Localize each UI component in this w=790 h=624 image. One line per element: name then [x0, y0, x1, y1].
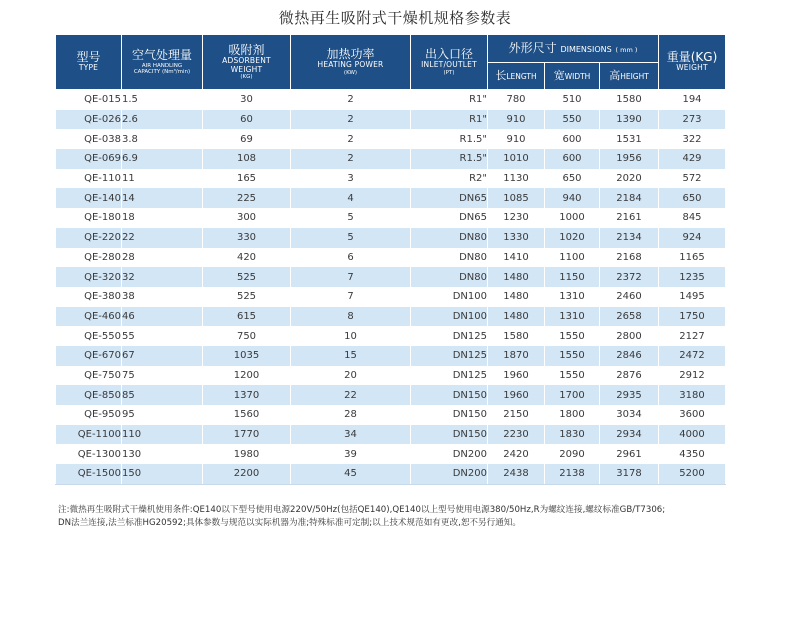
- table-cell: QE-140: [56, 188, 122, 208]
- table-cell: 1130: [488, 169, 545, 189]
- table-cell: 2472: [659, 346, 726, 366]
- table-cell: 2658: [600, 307, 659, 327]
- table-row: [56, 208, 726, 228]
- table-cell: 20: [291, 366, 411, 386]
- table-cell: 2934: [600, 425, 659, 445]
- table-row: [56, 129, 726, 149]
- header-length: 长LENGTH: [488, 63, 545, 90]
- footnote-line-2: DN法兰连接,法兰标准HG20592;具体参数与规范以实际机器为准;特殊标准可定制;以上技术规范如有更改,恕不另行通知。: [58, 518, 521, 528]
- table-cell: 525: [203, 267, 291, 287]
- table-cell: 420: [203, 248, 291, 268]
- table-cell: 1035: [203, 346, 291, 366]
- table-cell: 2134: [600, 228, 659, 248]
- page-title: 微热再生吸附式干燥机规格参数表: [278, 9, 512, 27]
- table-row: [56, 444, 726, 464]
- table-cell: 1310: [545, 287, 600, 307]
- table-cell: QE-320: [56, 267, 122, 287]
- table-cell: 67: [122, 346, 203, 366]
- table-cell: 1480: [488, 307, 545, 327]
- table-cell: 75: [122, 366, 203, 386]
- table-cell: 2230: [488, 425, 545, 445]
- table-row: [56, 267, 726, 287]
- table-cell: DN80: [411, 248, 488, 268]
- table-cell: 1870: [488, 346, 545, 366]
- table-cell: 46: [122, 307, 203, 327]
- table-cell: DN100: [411, 307, 488, 327]
- table-cell: DN65: [411, 208, 488, 228]
- header-model: 型号 TYPE: [56, 35, 122, 90]
- table-cell: 150: [122, 464, 203, 484]
- table-cell: 2912: [659, 366, 726, 386]
- table-cell: 1085: [488, 188, 545, 208]
- table-cell: 940: [545, 188, 600, 208]
- table-cell: 2935: [600, 385, 659, 405]
- table-cell: 5200: [659, 464, 726, 484]
- table-cell: 1330: [488, 228, 545, 248]
- table-cell: 1100: [545, 248, 600, 268]
- table-cell: 750: [203, 326, 291, 346]
- table-row: [56, 346, 726, 366]
- table-cell: 34: [291, 425, 411, 445]
- table-cell: 1550: [545, 326, 600, 346]
- table-cell: 14: [122, 188, 203, 208]
- table-row: [56, 287, 726, 307]
- table-cell: DN150: [411, 425, 488, 445]
- table-cell: 108: [203, 149, 291, 169]
- table-cell: 510: [545, 90, 600, 110]
- table-cell: QE-180: [56, 208, 122, 228]
- table-cell: 15: [291, 346, 411, 366]
- table-row: [56, 110, 726, 130]
- table-row: [56, 405, 726, 425]
- table-row: [56, 169, 726, 189]
- table-cell: 2138: [545, 464, 600, 484]
- table-cell: DN80: [411, 228, 488, 248]
- table-cell: 2420: [488, 444, 545, 464]
- table-cell: QE-220: [56, 228, 122, 248]
- table-cell: QE-750: [56, 366, 122, 386]
- table-cell: 4350: [659, 444, 726, 464]
- table-cell: R1.5": [411, 129, 488, 149]
- table-cell: 85: [122, 385, 203, 405]
- table-cell: 3034: [600, 405, 659, 425]
- table-cell: 2: [291, 149, 411, 169]
- table-cell: QE-069: [56, 149, 122, 169]
- table-cell: QE-380: [56, 287, 122, 307]
- table-cell: 22: [122, 228, 203, 248]
- table-cell: 1830: [545, 425, 600, 445]
- table-cell: 300: [203, 208, 291, 228]
- table-cell: 2800: [600, 326, 659, 346]
- table-cell: 30: [203, 90, 291, 110]
- header-height: 高HEIGHT: [600, 63, 659, 90]
- table-cell: 1410: [488, 248, 545, 268]
- footnote-line-1: 注:微热再生吸附式干燥机使用条件:QE140以下型号使用电源220V/50Hz(包括QE140),QE140以上型号使用电源380/50Hz,R为螺纹连接,螺纹标准GB/T7306;: [58, 505, 666, 515]
- table-cell: 1531: [600, 129, 659, 149]
- table-row: [56, 90, 726, 110]
- table-cell: QE-1100: [56, 425, 122, 445]
- table-cell: 2876: [600, 366, 659, 386]
- footnote: [58, 504, 758, 530]
- table-cell: 1390: [600, 110, 659, 130]
- table-cell: QE-850: [56, 385, 122, 405]
- table-cell: 2: [291, 110, 411, 130]
- table-cell: DN125: [411, 366, 488, 386]
- table-cell: DN80: [411, 267, 488, 287]
- table-cell: 1750: [659, 307, 726, 327]
- table-cell: DN100: [411, 287, 488, 307]
- table-cell: 1956: [600, 149, 659, 169]
- table-cell: 1550: [545, 366, 600, 386]
- header-adsorbent: 吸附剂 ADSORBENT WEIGHT (KG): [203, 35, 291, 90]
- table-cell: QE-015: [56, 90, 122, 110]
- table-cell: 1580: [488, 326, 545, 346]
- table-cell: 3: [291, 169, 411, 189]
- table-cell: 1150: [545, 267, 600, 287]
- table-cell: 110: [122, 425, 203, 445]
- table-cell: DN200: [411, 464, 488, 484]
- spec-table: [55, 34, 726, 485]
- table-cell: 2.6: [122, 110, 203, 130]
- table-row: [56, 464, 726, 484]
- table-cell: 1370: [203, 385, 291, 405]
- table-cell: DN65: [411, 188, 488, 208]
- table-row: [56, 326, 726, 346]
- table-cell: 1480: [488, 287, 545, 307]
- table-cell: DN150: [411, 405, 488, 425]
- table-cell: DN125: [411, 346, 488, 366]
- table-cell: QE-1500: [56, 464, 122, 484]
- table-row: [56, 385, 726, 405]
- table-cell: 2090: [545, 444, 600, 464]
- table-cell: 3178: [600, 464, 659, 484]
- table-cell: R2": [411, 169, 488, 189]
- table-cell: 95: [122, 405, 203, 425]
- table-cell: 525: [203, 287, 291, 307]
- table-cell: QE-280: [56, 248, 122, 268]
- table-cell: 600: [545, 129, 600, 149]
- table-cell: 322: [659, 129, 726, 149]
- table-cell: 225: [203, 188, 291, 208]
- table-cell: QE-550: [56, 326, 122, 346]
- table-cell: 2168: [600, 248, 659, 268]
- table-cell: 38: [122, 287, 203, 307]
- table-cell: 194: [659, 90, 726, 110]
- table-cell: 2438: [488, 464, 545, 484]
- table-cell: DN150: [411, 385, 488, 405]
- table-cell: 615: [203, 307, 291, 327]
- table-row: [56, 366, 726, 386]
- table-cell: 2020: [600, 169, 659, 189]
- table-cell: 28: [122, 248, 203, 268]
- header-heating-power: 加热功率 HEATING POWER (KW): [291, 35, 411, 90]
- table-cell: 5: [291, 208, 411, 228]
- table-cell: 28: [291, 405, 411, 425]
- table-cell: 1200: [203, 366, 291, 386]
- table-cell: QE-950: [56, 405, 122, 425]
- table-cell: 1480: [488, 267, 545, 287]
- table-cell: 845: [659, 208, 726, 228]
- table-row: [56, 188, 726, 208]
- table-row: [56, 248, 726, 268]
- table-cell: QE-460: [56, 307, 122, 327]
- table-cell: 1020: [545, 228, 600, 248]
- table-cell: 6: [291, 248, 411, 268]
- table-cell: 2846: [600, 346, 659, 366]
- table-cell: 1960: [488, 385, 545, 405]
- header-width: 宽WIDTH: [545, 63, 600, 90]
- header-dimensions: 外形尺寸 DIMENSIONS ( mm ): [488, 35, 659, 63]
- table-cell: 7: [291, 267, 411, 287]
- table-cell: 1310: [545, 307, 600, 327]
- table-cell: 550: [545, 110, 600, 130]
- table-cell: 600: [545, 149, 600, 169]
- table-cell: 1230: [488, 208, 545, 228]
- table-cell: 1560: [203, 405, 291, 425]
- table-cell: 273: [659, 110, 726, 130]
- table-cell: 45: [291, 464, 411, 484]
- table-row: [56, 425, 726, 445]
- table-cell: 18: [122, 208, 203, 228]
- table-cell: 1580: [600, 90, 659, 110]
- table-row: [56, 149, 726, 169]
- table-cell: 1.5: [122, 90, 203, 110]
- table-cell: 2200: [203, 464, 291, 484]
- table-cell: QE-670: [56, 346, 122, 366]
- table-cell: DN200: [411, 444, 488, 464]
- table-cell: 7: [291, 287, 411, 307]
- table-cell: 1770: [203, 425, 291, 445]
- table-cell: 69: [203, 129, 291, 149]
- table-cell: 6.9: [122, 149, 203, 169]
- table-cell: 3600: [659, 405, 726, 425]
- table-cell: 924: [659, 228, 726, 248]
- table-cell: 165: [203, 169, 291, 189]
- table-cell: QE-026: [56, 110, 122, 130]
- table-cell: R1.5": [411, 149, 488, 169]
- table-row: [56, 307, 726, 327]
- table-cell: 3180: [659, 385, 726, 405]
- spec-table-body: [56, 90, 726, 485]
- table-cell: 4: [291, 188, 411, 208]
- table-cell: QE-1300: [56, 444, 122, 464]
- table-cell: 1700: [545, 385, 600, 405]
- table-cell: 130: [122, 444, 203, 464]
- header-inlet-outlet: 出入口径 INLET/OUTLET (PT): [411, 35, 488, 90]
- table-cell: 11: [122, 169, 203, 189]
- table-cell: 1800: [545, 405, 600, 425]
- table-cell: 650: [545, 169, 600, 189]
- header-weight: 重量(KG) WEIGHT: [659, 35, 726, 90]
- table-cell: 8: [291, 307, 411, 327]
- table-cell: R1": [411, 90, 488, 110]
- table-cell: 910: [488, 129, 545, 149]
- table-cell: 2961: [600, 444, 659, 464]
- table-row: [56, 228, 726, 248]
- table-cell: 1495: [659, 287, 726, 307]
- table-cell: 1000: [545, 208, 600, 228]
- table-cell: 10: [291, 326, 411, 346]
- table-cell: 2184: [600, 188, 659, 208]
- table-cell: 39: [291, 444, 411, 464]
- table-cell: 3.8: [122, 129, 203, 149]
- table-cell: 2161: [600, 208, 659, 228]
- table-cell: QE-110: [56, 169, 122, 189]
- table-cell: 22: [291, 385, 411, 405]
- table-cell: 910: [488, 110, 545, 130]
- table-cell: 1550: [545, 346, 600, 366]
- table-cell: 55: [122, 326, 203, 346]
- table-cell: 32: [122, 267, 203, 287]
- table-cell: 1960: [488, 366, 545, 386]
- table-cell: 2150: [488, 405, 545, 425]
- table-cell: 429: [659, 149, 726, 169]
- table-cell: 60: [203, 110, 291, 130]
- table-cell: 2127: [659, 326, 726, 346]
- table-cell: 2: [291, 90, 411, 110]
- table-cell: 780: [488, 90, 545, 110]
- table-cell: 5: [291, 228, 411, 248]
- table-cell: 4000: [659, 425, 726, 445]
- table-cell: 650: [659, 188, 726, 208]
- table-cell: 1235: [659, 267, 726, 287]
- table-cell: QE-038: [56, 129, 122, 149]
- table-cell: 1165: [659, 248, 726, 268]
- table-cell: 2372: [600, 267, 659, 287]
- table-cell: DN125: [411, 326, 488, 346]
- table-cell: 2: [291, 129, 411, 149]
- header-air-capacity: 空气处理量 AIR HANDLING CAPACITY (Nm³/min): [122, 35, 203, 90]
- table-cell: 2460: [600, 287, 659, 307]
- table-cell: 1010: [488, 149, 545, 169]
- table-cell: 572: [659, 169, 726, 189]
- table-cell: 330: [203, 228, 291, 248]
- table-cell: 1980: [203, 444, 291, 464]
- table-cell: R1": [411, 110, 488, 130]
